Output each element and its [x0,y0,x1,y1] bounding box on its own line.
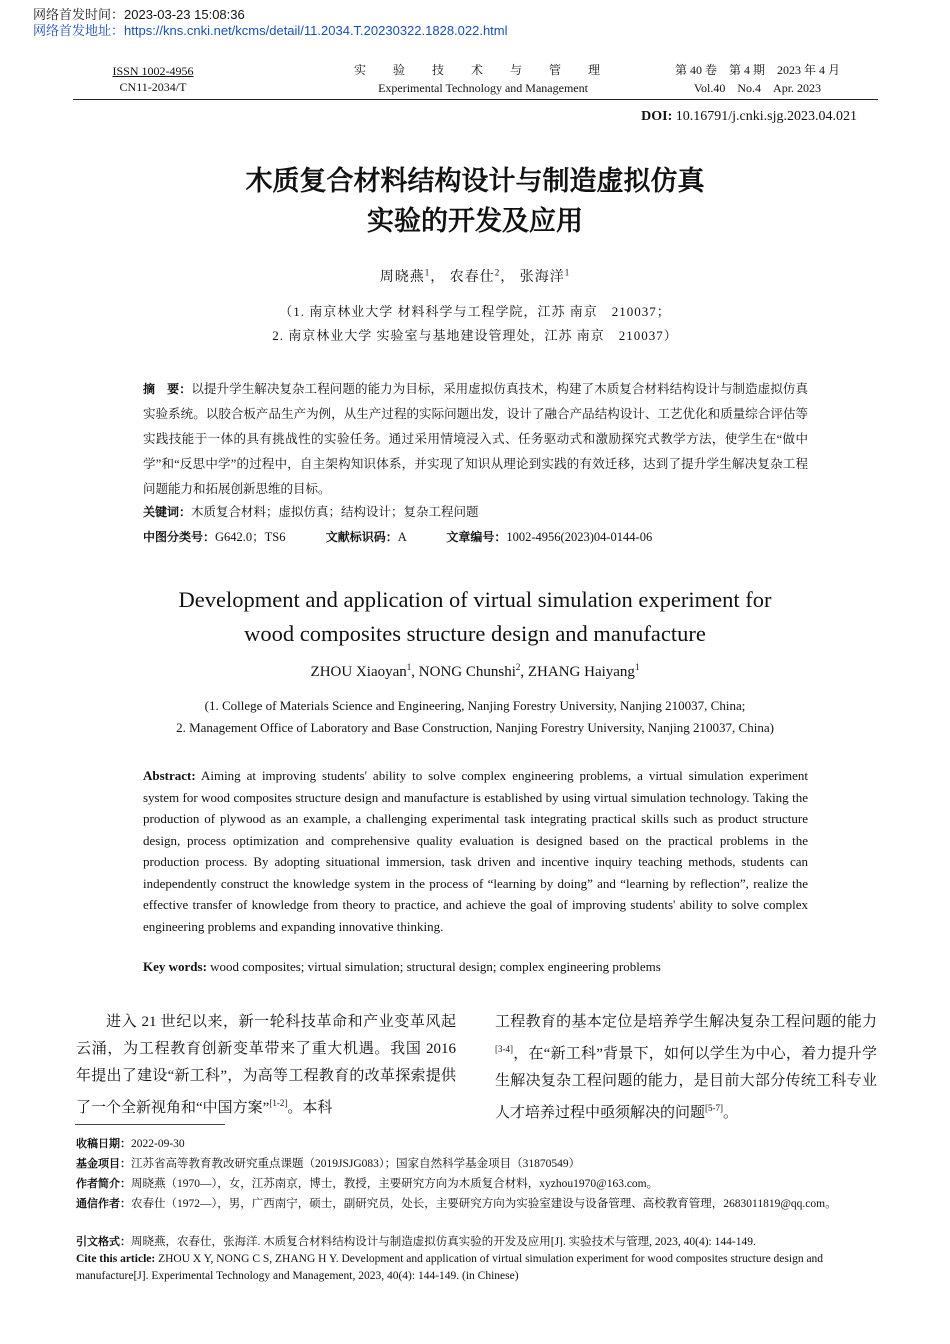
online-address-link[interactable]: https://kns.cnki.net/kcms/detail/11.2034.T.20230322.1828.022.html [124,23,508,38]
classification-row: 中图分类号：G642.0；TS6 文献标识码：A 文章编号：1002-4956(2023)04-0144-06 [143,530,653,544]
online-publish-address: 网络首发地址：https://kns.cnki.net/kcms/detail/11.2034.T.20230322.1828.022.html [33,23,508,38]
authors-cn: 周晓燕$^1$， 农春仕$^2$， 张海洋$^1$ [379,267,571,285]
abstract-en: Abstract: Aiming at improving students' ability to solve complex engineering problems, a virtual simulation experiment system for wood composites structure design and manufacture is established by using virtual simulation technology. Taking the production of plywood as an example, a challenging experimental task integrating practical skills such as product structure design, process optimization and comprehensive quality evaluation is designed based on the practical problems in the production process. By adopting situational immersion, task driven and incentive inquiry teaching methods, students can independently construct the knowledge system in the process of “learning by doing” and “learning by reflection”, realize the effective transfer of knowledge from theory to practice, and achieve the goal of improving students' ability to solve complex engineering problems and expanding innovative thinking. [143,768,808,934]
affiliations-en: (1. College of Materials Science and Engineering, Nanjing Forestry University, Nanjing 210037, China; 2. Management Office of Laboratory and Base Construction, Nanjing Forestry University, Nanjing 210037, China) [176,698,774,735]
footnote-corresponding: 通信作者：农春仕（1972—），男，广西南宁，硕士，副研究员，处长，主要研究方向为实验室建设与设备管理、高校教育管理，2683011819@qq.com。 [76,1197,837,1210]
footnote-cite-cn: 引文格式：周晓燕，农春仕，张海洋. 木质复合材料结构设计与制造虚拟仿真实验的开发及应用[J]. 实验技术与管理, 2023, 40(4): 144-149. [76,1235,756,1248]
keywords-cn: 关键词：木质复合材料；虚拟仿真；结构设计；复杂工程问题 [143,505,479,519]
issn-block: ISSN 1002-4956 CN11-2034/T [112,64,194,94]
journal-name: 实 验 技 术 与 管 理 Experimental Technology and Management [353,63,612,95]
body-column-left: 进入 21 世纪以来，新一轮科技革命和产业变革风起云涌，为工程教育创新变革带来了重大机遇。我国 2016 年提出了建设“新工科”，为高等工程教育的改革探索提供了一个全新视角和“中国方案”[1-2]。本科 [76,1014,456,1116]
authors-en: ZHOU Xiaoyan$^1$, NONG Chunshi$^2$, ZHANG Haiyang$^1$ [310,662,640,680]
online-publish-time: 网络首发时间：2023-03-23 15:08:36 [33,7,245,22]
footnote-fund: 基金项目：江苏省高等教育教改研究重点课题（2019JSJG083）；国家自然科学基金项目（31870549） [76,1157,581,1170]
footnote-divider [75,1124,225,1125]
page-title-cn: 木质复合材料结构设计与制造虚拟仿真 实验的开发及应用 [245,166,705,237]
volume-info: 第 40 卷 第 4 期 2023 年 4 月 Vol.40 No.4 Apr. 2023 [674,63,840,95]
footnote-cite-en: Cite this article: ZHOU X Y, NONG C S, ZHANG H Y. Development and application of virtual simulation experiment for wood composites structure design and manufacture[J]. Experimental Technology and Management, 2023, 40(4): 144-149. (in Chinese) [76,1253,824,1282]
abstract-cn: 摘 要：以提升学生解决复杂工程问题的能力为目标，采用虚拟仿真技术，构建了木质复合材料结构设计与制造虚拟仿真实验系统。以胶合板产品生产为例，从生产过程的实际问题出发，设计了融合产品结构设计、工艺优化和质量综合评估等实践技能于一体的具有挑战性的实验任务。通过采用情境浸入式、任务驱动式和激励探究式教学方法，使学生在“做中学”和“反思中学”的过程中，自主架构知识体系，并实现了知识从理论到实践的有效迁移，达到了提升学生解决复杂工程问题能力和拓展创新思维的目标。 [143,382,808,496]
journal-header [73,61,878,100]
keywords-en: Key words: wood composites; virtual simulation; structural design; complex engineering problems [143,959,661,974]
footnote-received: 收稿日期：2022-09-30 [76,1137,185,1150]
footnote-author: 作者简介：周晓燕（1970—），女，江苏南京，博士，教授，主要研究方向为木质复合材料，xyzhou1970@163.com。 [76,1177,659,1190]
page-title-en: Development and application of virtual simulation experiment for wood composites structure design and manufacture [178,587,772,646]
doi: DOI: 10.16791/j.cnki.sjg.2023.04.021 [641,109,857,124]
affiliations-cn: （1. 南京林业大学 材料科学与工程学院，江苏 南京 210037； 2. 南京林业大学 实验室与基地建设管理处，江苏 南京 210037） [272,304,678,343]
body-column-right: 工程教育的基本定位是培养学生解决复杂工程问题的能力[3-4]，在“新工科”背景下，如何以学生为中心，着力提升学生解决复杂工程问题的能力，是目前大部分传统工科专业人才培养过程中亟须解决的问题[5-7]。 [495,1014,877,1121]
